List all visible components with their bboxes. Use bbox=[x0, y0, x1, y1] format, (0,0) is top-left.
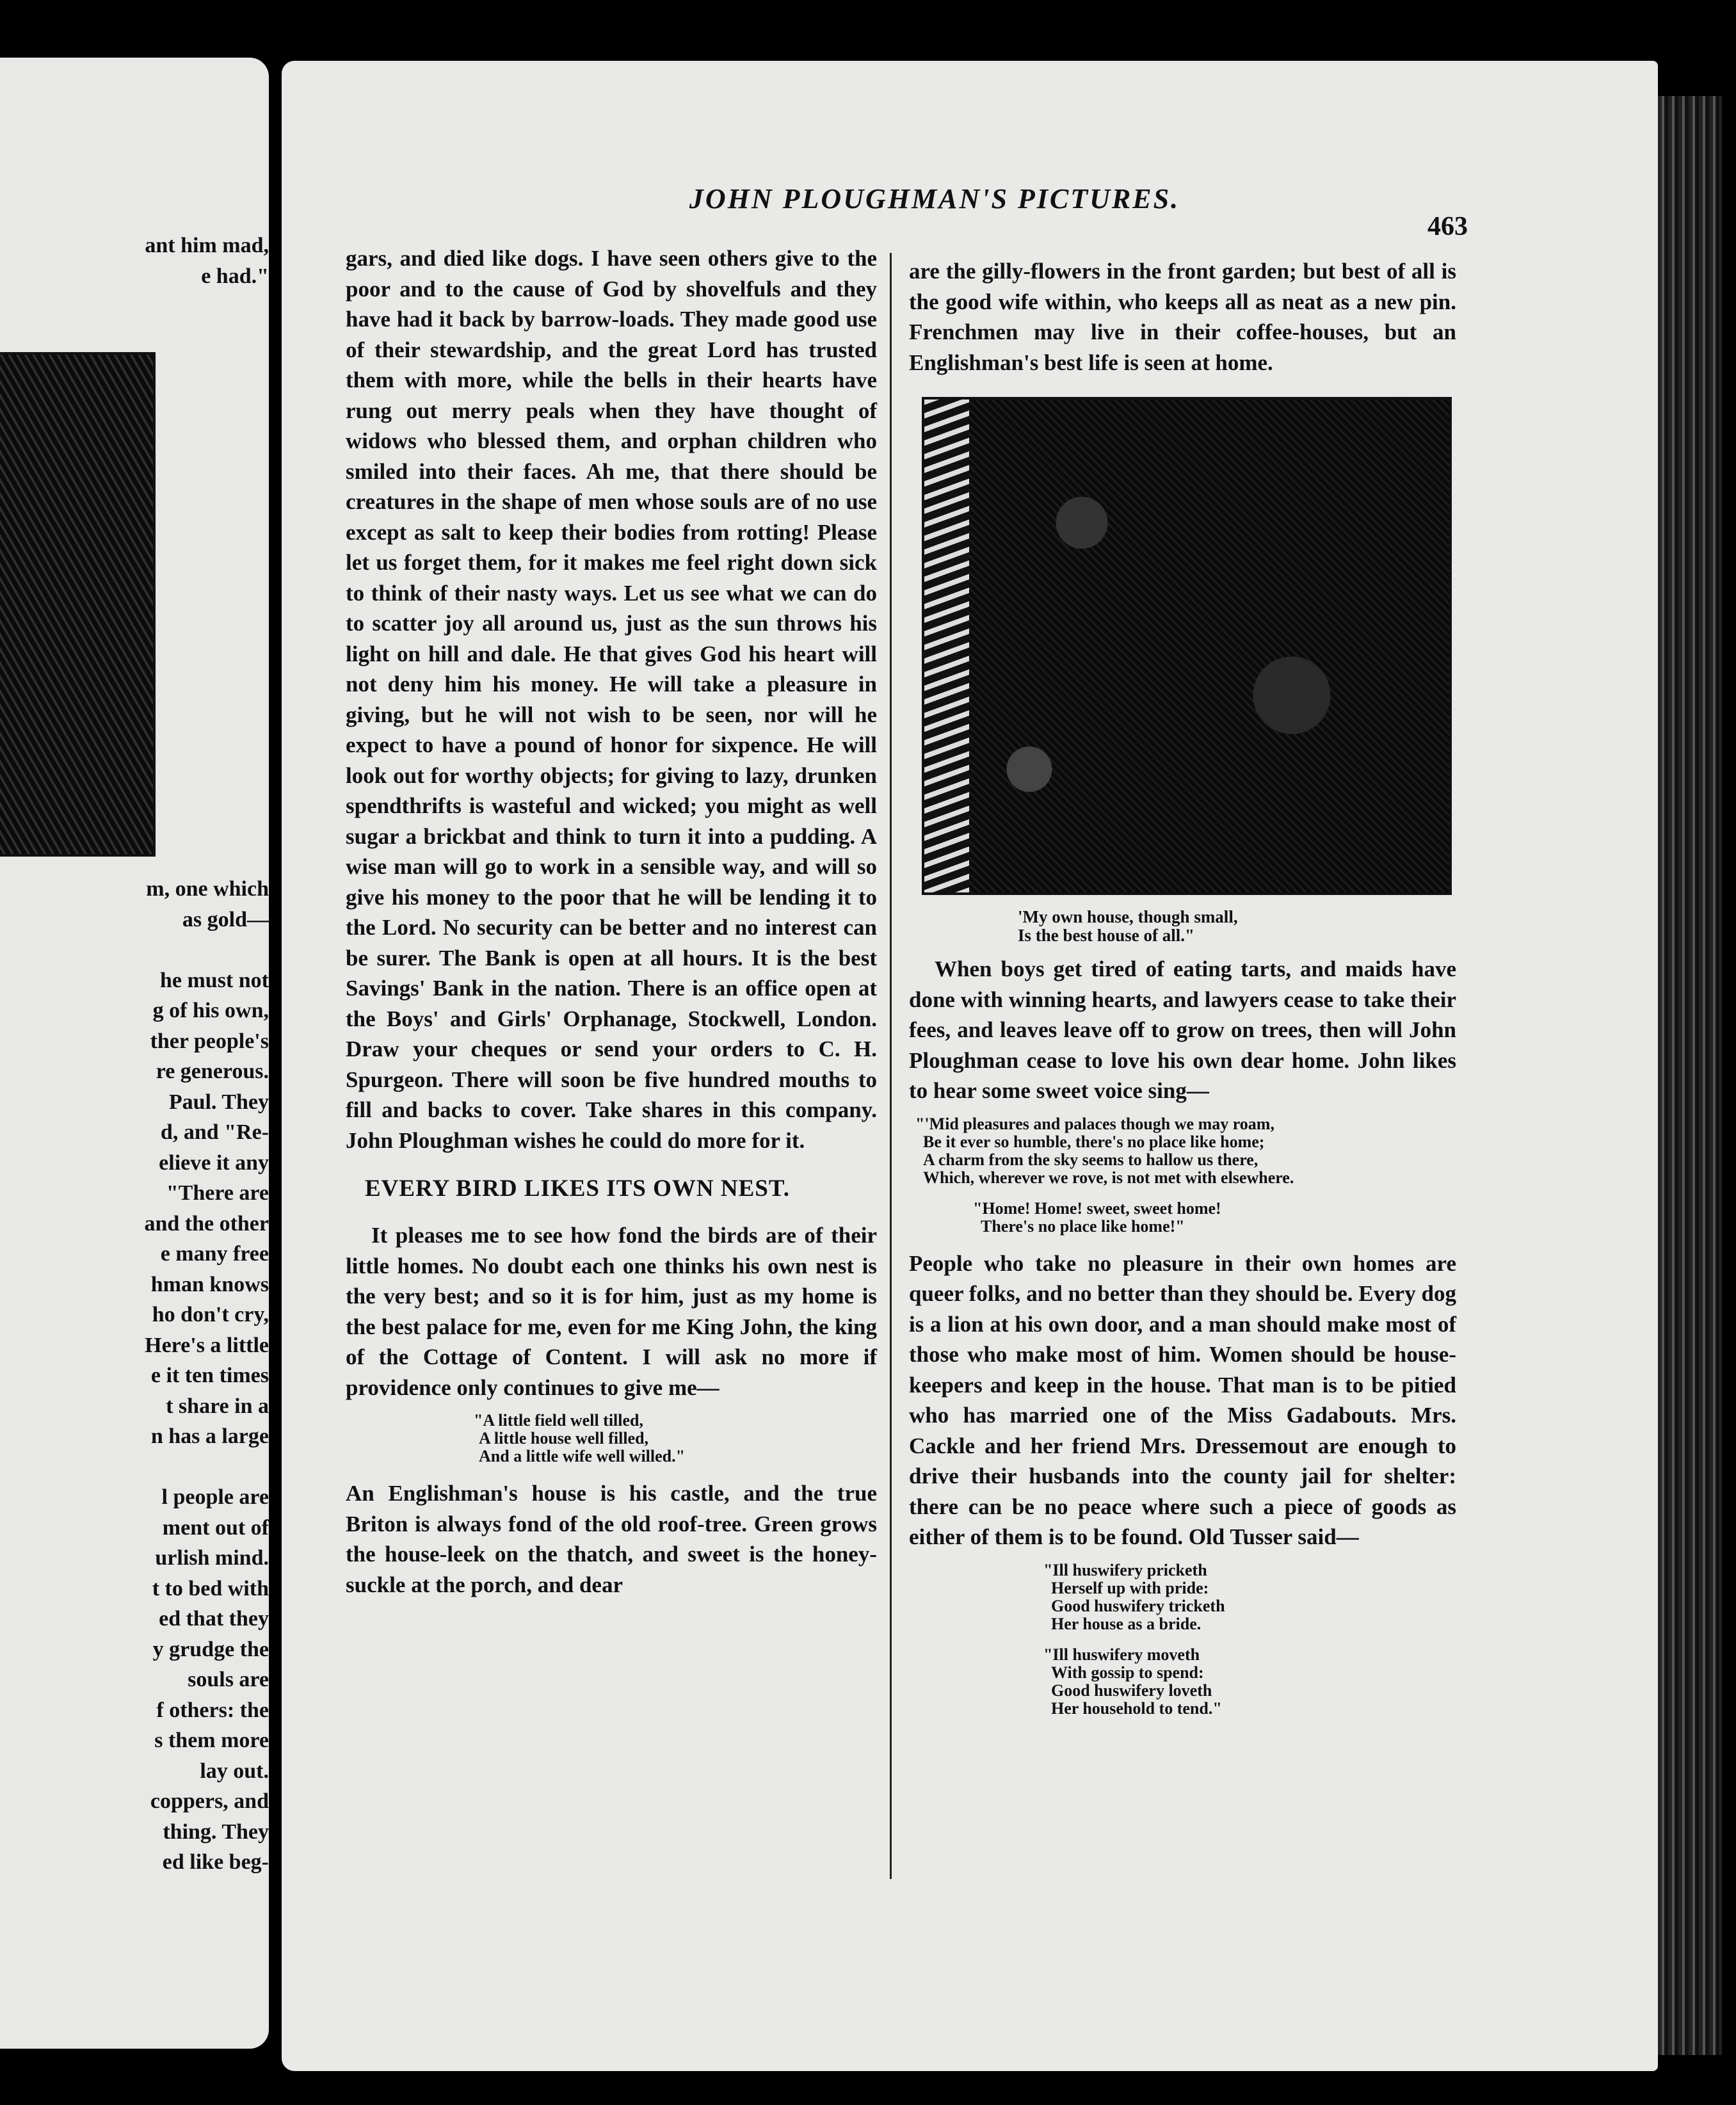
verse-line: "'Mid pleasures and palaces though we may roam, bbox=[915, 1114, 1274, 1133]
page-number: 463 bbox=[1427, 212, 1468, 241]
facing-page-text: m, one which as gold— he must not g of his own, ther people's re generous. Paul. They d, and "Re- elieve it any "There are and the other e many free hman knows ho don't cry, Here's a little e it ten times t share in a n has a large l people are ment out of urlish mind. t to bed with ed that they y grudge the souls are f others: the s them more lay out. coppers, and thing. They ed like beg- bbox=[144, 877, 269, 1874]
verse-line: And a little wife well willed." bbox=[479, 1447, 686, 1465]
woodcut-illustration bbox=[922, 397, 1452, 895]
verse-line: Her household to tend." bbox=[1051, 1698, 1222, 1718]
verse-line: Be it ever so humble, there's no place like home; bbox=[923, 1132, 1265, 1151]
column-rule bbox=[890, 253, 892, 1879]
verse bbox=[909, 1115, 1456, 1187]
verse-line: A little house well filled, bbox=[479, 1429, 649, 1448]
illustration-caption bbox=[909, 908, 1456, 945]
verse-line: Which, wherever we rove, is not met with elsewhere. bbox=[923, 1168, 1294, 1187]
running-head: JOHN PLOUGHMAN'S PICTURES. bbox=[689, 183, 1180, 214]
right-column bbox=[909, 256, 1456, 1730]
verse bbox=[909, 1646, 1456, 1718]
verse-line: "Ill huswifery pricketh bbox=[1043, 1560, 1207, 1579]
verse-line: Her house as a bride. bbox=[1051, 1614, 1202, 1633]
verse-line: There's no place like home!" bbox=[981, 1216, 1185, 1236]
paragraph: When boys get tired of eating tarts, and maids have done with winning hearts, and lawyers cease to take their fees, and leaves leave off to grow on trees, then will John Ploughman cease to love his own dear home. John likes to hear some sweet voice sing— bbox=[909, 956, 1456, 1103]
verse bbox=[909, 1200, 1456, 1236]
caption-line: Is the best house of all." bbox=[1018, 926, 1195, 945]
verse-line: Good huswifery tricketh bbox=[1051, 1596, 1225, 1615]
verse-line: Good huswifery loveth bbox=[1051, 1681, 1212, 1700]
verse-line: "Home! Home! sweet, sweet home! bbox=[973, 1198, 1221, 1218]
section-heading: EVERY BIRD LIKES ITS OWN NEST. bbox=[365, 1175, 791, 1202]
caption-line: 'My own house, though small, bbox=[1018, 907, 1238, 926]
page-edges bbox=[1658, 96, 1722, 2055]
paragraph: are the gilly-flowers in the front garden; but best of all is the good wife within, who keeps all as neat as a new pin. Frenchmen may live in their coffee-houses, but an Englishman's best life is seen at home. bbox=[909, 259, 1456, 375]
verse bbox=[909, 1561, 1456, 1633]
verse-line: "Ill huswifery moveth bbox=[1043, 1645, 1200, 1664]
verse-line: With gossip to spend: bbox=[1051, 1663, 1204, 1682]
facing-page-woodcut bbox=[0, 352, 156, 857]
facing-page-top-text: ant him mad, e had." bbox=[145, 234, 269, 288]
facing-page bbox=[0, 58, 269, 2049]
paragraph: It pleases me to see how fond the birds are of their little homes. No doubt each one thinks his own nest is the very best; and so it is for him, just as my home is the best palace for me, even for me King John, the king of the Cottage of Content. I will ask no more if providence only continues to give me— bbox=[346, 1223, 877, 1400]
verse bbox=[346, 1412, 877, 1465]
paragraph: gars, and died like dogs. I have seen others give to the poor and to the cause of God by shovelfuls and they have had it back by barrow-loads. They made good use of their stewardship, and the great Lord has trusted them with more, while the bells in their hearts have rung out merry peals when they have thought of widows who blessed them, and orphan children who smiled into their faces. Ah me, that there should be creatures in the shape of men whose souls are of no use except as salt to keep their bodies from rotting! Please let us forget them, for it makes me feel right down sick to think of their nasty ways. Let us see what we can do to scatter joy all around us, just as the sun throws his light on hill and dale. He that gives God his heart will not deny him his money. He will take a pleasure in giving, but he will not wish to be seen, nor will he expect to have a pound of honor for sixpence. He will look out for worthy objects; for giving to lazy, drunken spendthrifts is wasteful and wicked; you might as well sugar a brickbat and think to turn it into a pudding. A wise man will go to work in a sensible way, and will so give his money to the poor that he will be lending it to the Lord. No security can be better and no interest can be surer. The Bank is open at all hours. It is the best Savings' Bank in the nation. There is an office open at the Boys' and Girls' Orphanage, Stockwell, London. Draw your cheques or send your orders to C. H. Spurgeon. There will soon be five hundred mouths to fill and backs to cover. Take shares in this company. John Ploughman wishes he could do more for it. bbox=[346, 246, 877, 1153]
verse-line: A charm from the sky seems to hallow us there, bbox=[923, 1150, 1258, 1169]
verse-line: Herself up with pride: bbox=[1051, 1578, 1209, 1597]
left-column bbox=[346, 243, 877, 1600]
paragraph: An Englishman's house is his castle, and the true Briton is always fond of the old roof-tree. Green grows the house-leek on the thatch, and sweet is the honey-suckle at the porch, and dear bbox=[346, 1481, 877, 1597]
paragraph: People who take no pleasure in their own homes are queer folks, and no better than they should be. Every dog is a lion at his own door, and a man should make most of those who make most of him. Women should be house-keepers and keep in the house. That man is to be pitied who has married one of the Miss Gadabouts. Mrs. Cackle and her friend Mrs. Dressemout are enough to drive their husbands into the county jail for shelter: there can be no peace where such a piece of goods as either of them is to be found. Old Tusser said— bbox=[909, 1250, 1456, 1549]
verse-line: "A little field well tilled, bbox=[474, 1411, 644, 1430]
